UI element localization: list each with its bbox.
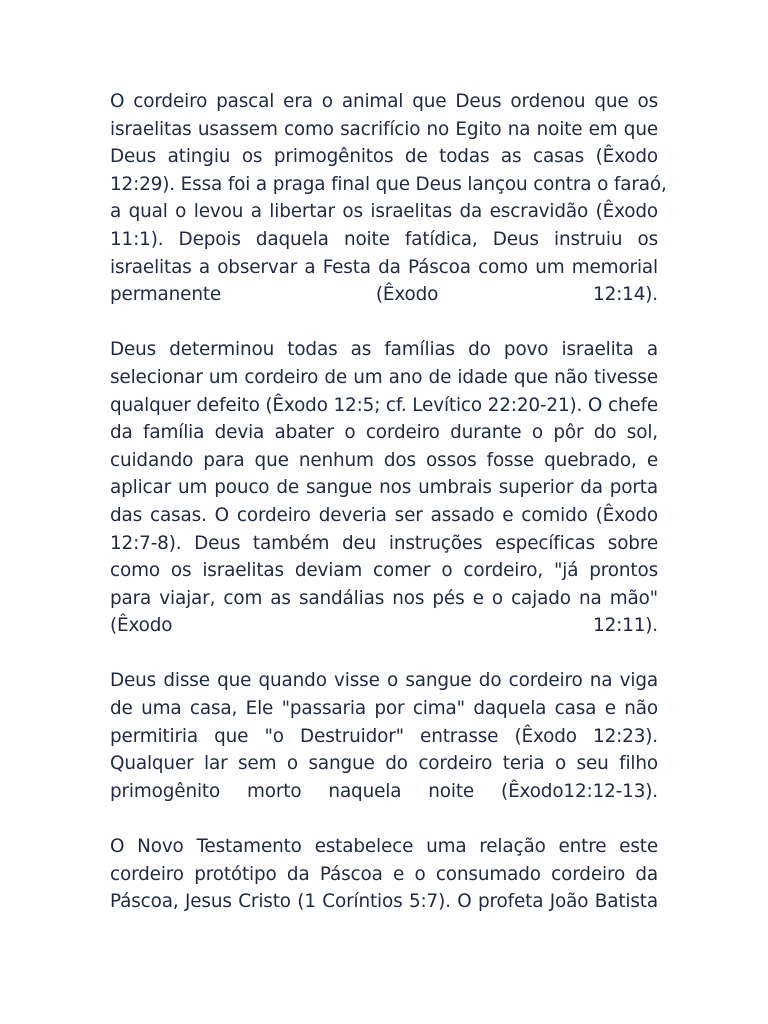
text-line: Deus atingiu os primogênitos de todas as casas (Êxodo xyxy=(110,146,658,168)
text-line: Páscoa, Jesus Cristo (1 Coríntios 5:7). O profeta João Batista xyxy=(110,891,658,913)
text-line: Deus determinou todas as famílias do povo israelita a xyxy=(110,339,658,361)
paragraph-3 xyxy=(110,667,658,805)
text-line: Deus disse que quando visse o sangue do cordeiro na viga xyxy=(110,670,658,692)
text-line: permitiria que "o Destruidor" entrasse (Êxodo 12:23). xyxy=(110,725,658,747)
text-line: da família devia abater o cordeiro durante o pôr do sol, xyxy=(110,422,658,444)
text-line: O cordeiro pascal era o animal que Deus ordenou que os xyxy=(110,91,658,112)
text-line: selecionar um cordeiro de um ano de idade que não tivesse xyxy=(110,366,658,388)
paragraph-spacer xyxy=(110,640,658,668)
text-line: de uma casa, Ele "passaria por cima" daquela casa e não xyxy=(110,698,658,720)
paragraph-spacer xyxy=(110,309,658,337)
text-line: qualquer defeito (Êxodo 12:5; cf. Levítico 22:20-21). O chefe xyxy=(110,394,659,416)
text-line: israelitas a observar a Festa da Páscoa como um memorial xyxy=(110,256,658,278)
paragraph-2 xyxy=(110,336,658,640)
text-line: das casas. O cordeiro deveria ser assado e comido (Êxodo xyxy=(110,504,658,526)
text-line: 12:7-8). Deus também deu instruções específicas sobre xyxy=(110,532,658,554)
text-line: israelitas usassem como sacrifício no Egito na noite em que xyxy=(110,118,658,140)
text-line: primogênito morto naquela noite (Êxodo12:12-13). xyxy=(110,780,658,802)
text-line: 11:1). Depois daquela noite fatídica, Deus instruiu os xyxy=(110,228,658,250)
text-line: permanente (Êxodo 12:14). xyxy=(110,284,658,306)
text-line: aplicar um pouco de sangue nos umbrais superior da porta xyxy=(110,477,658,499)
text-line: 12:29). Essa foi a praga final que Deus lançou contra o faraó, xyxy=(110,173,667,195)
text-line: para viajar, com as sandálias nos pés e o cajado na mão" xyxy=(110,587,658,609)
document-page xyxy=(110,88,667,916)
paragraph-4 xyxy=(110,833,658,916)
text-line: a qual o levou a libertar os israelitas da escravidão (Êxodo xyxy=(110,201,658,223)
paragraph-1 xyxy=(110,88,667,309)
paragraph-spacer xyxy=(110,805,658,833)
text-line: O Novo Testamento estabelece uma relação entre este xyxy=(110,836,658,858)
text-line: (Êxodo 12:11). xyxy=(110,615,658,637)
text-line: cordeiro protótipo da Páscoa e o consumado cordeiro da xyxy=(110,863,658,885)
text-line: Qualquer lar sem o sangue do cordeiro teria o seu filho xyxy=(110,753,658,775)
text-line: como os israelitas deviam comer o cordeiro, "já prontos xyxy=(110,560,658,582)
text-line: cuidando para que nenhum dos ossos fosse quebrado, e xyxy=(110,449,658,471)
